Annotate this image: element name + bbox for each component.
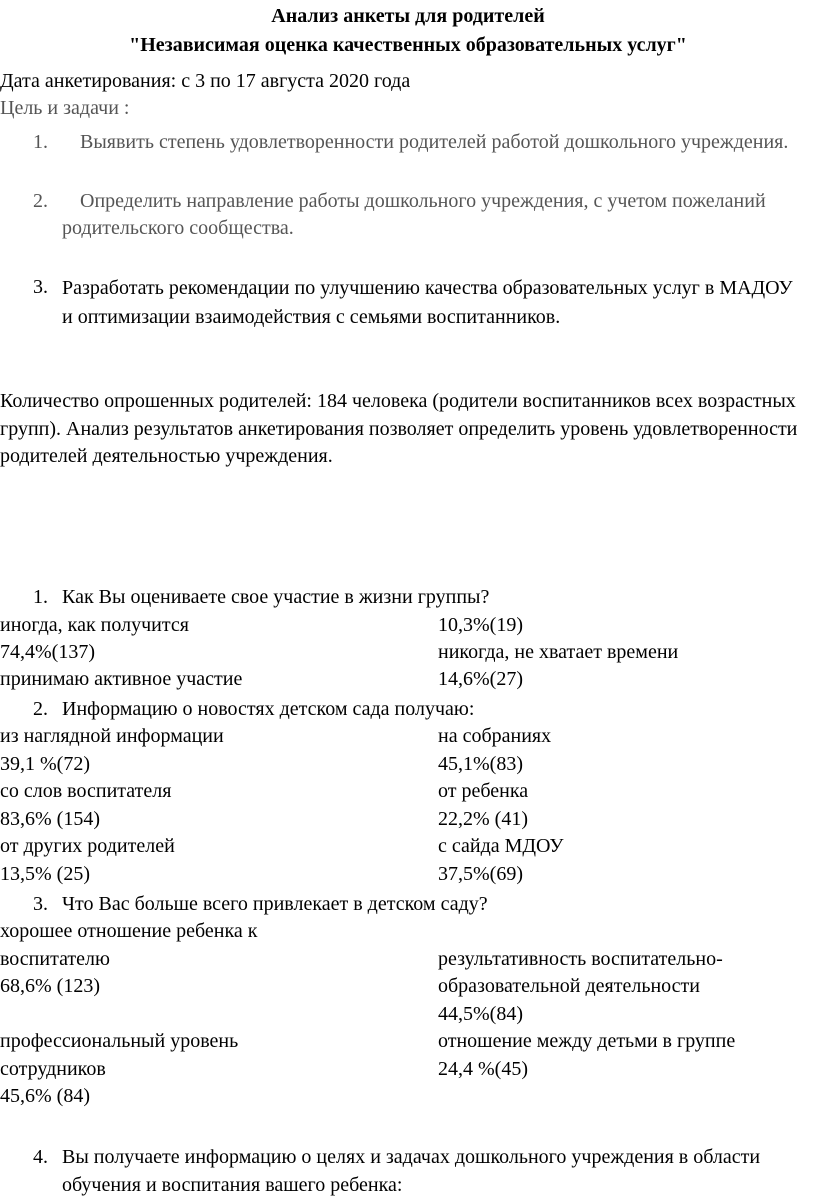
goal-3-number: 3.: [33, 276, 48, 298]
answer-label: воспитателю: [0, 948, 110, 970]
answer-label: профессиональный уровень: [0, 1030, 239, 1052]
answer-value: 24,4 %(45): [438, 1058, 528, 1080]
summary-paragraph: Количество опрошенных родителей: 184 человека (родители воспитанников всех возрастных групп). Анализ результатов анкетирования позволяет определить уровень удовлетворенности родителей деятельностью учреждения.: [0, 390, 798, 467]
answer-value: 13,5% (25): [0, 863, 90, 885]
question-1-number: 1.: [33, 586, 48, 608]
answer-label: иногда, как получится: [0, 614, 189, 636]
answer-value: 37,5%(69): [438, 863, 523, 885]
answer-label: от ребенка: [438, 780, 529, 802]
question-1-text: Как Вы оцениваете свое участие в жизни группы?: [62, 586, 490, 608]
answer-label: сотрудников: [0, 1058, 106, 1080]
answer-value: 68,6% (123): [0, 975, 100, 997]
goal-3-text: Разработать рекомендации по улучшению качества образовательных услуг в МАДОУ и оптимизации взаимодействия с семьями воспитанников.: [62, 277, 793, 328]
answer-label: со слов воспитателя: [0, 780, 172, 802]
question-3-text: Что Вас больше всего привлекает в детском саду?: [62, 893, 488, 915]
answer-label: результативность воспитательно-: [438, 948, 723, 970]
answer-label: никогда, не хватает времени: [438, 641, 679, 663]
answer-label: из наглядной информации: [0, 725, 224, 747]
answer-label: с сайда МДОУ: [438, 835, 564, 857]
goal-1-text: Выявить степень удовлетворенности родителей работой дошкольного учреждения.: [80, 131, 789, 153]
answer-label: на собраниях: [438, 725, 552, 747]
answer-value: 74,4%(137): [0, 641, 95, 663]
question-4-text: Вы получаете информацию о целях и задачах дошкольного учреждения в области обучения и воспитания вашего ребенка:: [62, 1146, 761, 1196]
answer-label: принимаю активное участие: [0, 668, 243, 690]
answer-label: от других родителей: [0, 835, 175, 857]
question-2-number: 2.: [33, 698, 48, 720]
answer-value: 83,6% (154): [0, 808, 100, 830]
question-2-text: Информацию о новостях детском сада получаю:: [62, 698, 475, 720]
answer-label: хорошее отношение ребенка к: [0, 920, 258, 942]
answer-label: отношение между детьми в группе: [438, 1030, 736, 1052]
answer-value: 44,5%(84): [438, 1003, 523, 1025]
answer-value: 10,3%(19): [438, 614, 523, 636]
question-3-number: 3.: [33, 893, 48, 915]
answer-value: 22,2% (41): [438, 808, 528, 830]
answer-value: 39,1 %(72): [0, 753, 90, 775]
goal-2-number: 2.: [33, 190, 48, 212]
answer-value: 45,1%(83): [438, 753, 523, 775]
survey-date: Дата анкетирования: с 3 по 17 августа 2020 года: [0, 70, 411, 92]
goal-1-number: 1.: [33, 131, 48, 153]
answer-value: 14,6%(27): [438, 668, 523, 690]
answer-value: 45,6% (84): [0, 1085, 90, 1107]
goals-heading: Цель и задачи :: [0, 97, 130, 119]
title-line-2: "Независимая оценка качественных образовательных услуг": [129, 34, 687, 56]
answer-label: образовательной деятельности: [438, 975, 700, 997]
question-4-number: 4.: [33, 1146, 48, 1168]
goal-2-text: Определить направление работы дошкольного учреждения, с учетом пожеланий родительского сообщества.: [62, 190, 766, 239]
title-line-1: Анализ анкеты для родителей: [271, 5, 545, 27]
